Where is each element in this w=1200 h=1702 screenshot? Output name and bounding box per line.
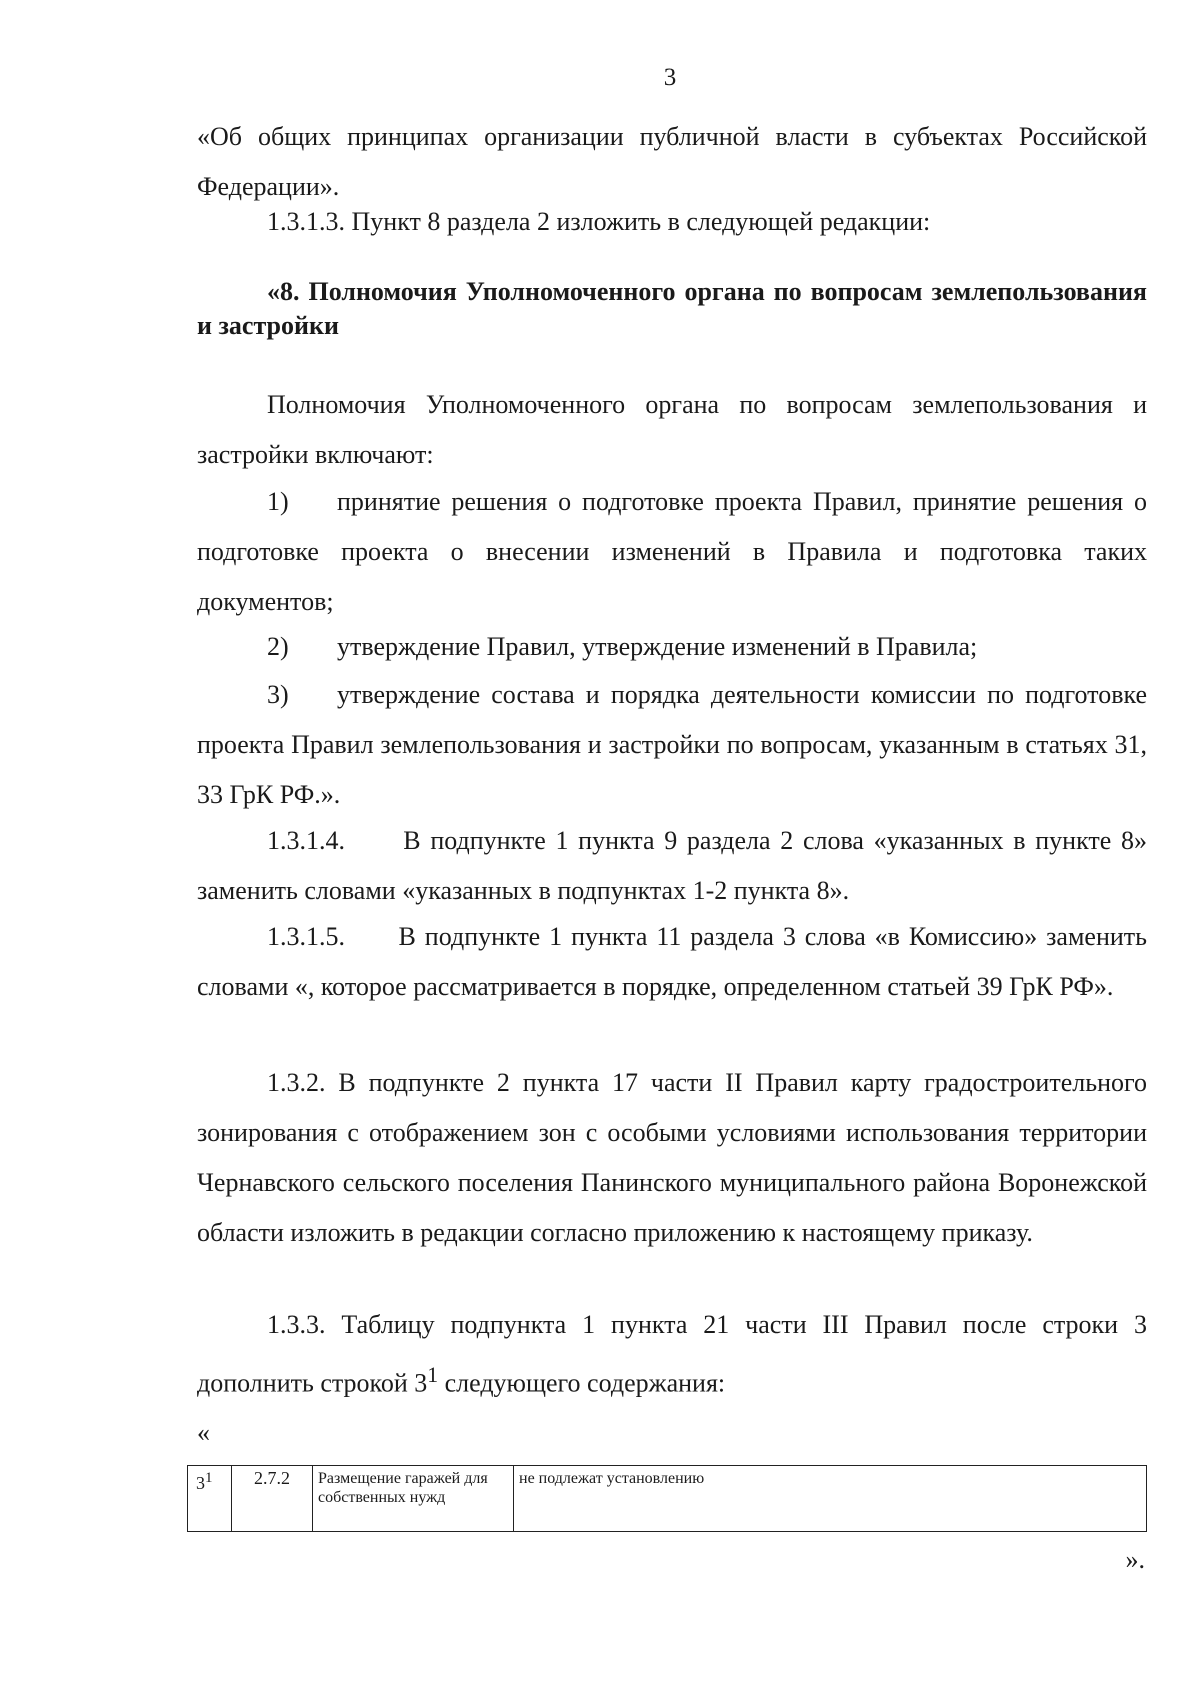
list-item-number: 2) [267, 632, 289, 661]
superscript: 1 [427, 1363, 439, 1387]
inserted-table [187, 1465, 1147, 1532]
table-cell-code: 2.7.2 [232, 1466, 313, 1532]
open-quote: « [197, 1418, 210, 1447]
list-item-text: утверждение состава и порядка деятельности комиссии по подготовке проекта Правил землепользования и застройки по вопросам, указанным в статьях 31, 33 ГрК РФ.». [197, 680, 1147, 809]
section-heading: «8. Полномочия Уполномоченного органа по вопросам землепользования и застройки [197, 277, 1147, 340]
table-cell-value: не подлежат установлению [514, 1466, 1147, 1532]
list-item-2 [197, 622, 1147, 672]
list-item-number: 3) [267, 680, 289, 709]
close-quote: ». [1125, 1545, 1145, 1574]
paragraph-powers-intro: Полномочия Уполномоченного органа по вопросам землепользования и застройки включают: [197, 390, 1147, 469]
page-number: 3 [663, 64, 677, 91]
paragraph-1-3-1-4: 1.3.1.4. В подпункте 1 пункта 9 раздела 2 слова «указанных в пункте 8» заменить словами «указанных в подпунктах 1-2 пункта 8». [197, 826, 1154, 905]
paragraph-federal-law: «Об общих принципах организации публичной власти в субъектах Российской Федерации». [197, 122, 1147, 201]
list-item-number: 1) [267, 487, 289, 516]
paragraph-1-3-3 [197, 1300, 1147, 1409]
table-cell-number: $3^1$ [188, 1466, 232, 1532]
list-item-3 [197, 670, 1147, 820]
list-item-text: принятие решения о подготовке проекта Правил, принятие решения о подготовке проекта о внесении изменений в Правила и подготовка таких документов; [197, 487, 1147, 616]
paragraph-text: следующего содержания: [438, 1368, 726, 1398]
paragraph-1-3-2: 1.3.2. В подпункте 2 пункта 17 части II Правил карту градостроительного зонирования с отображением зон с особыми условиями использования территории Чернавского сельского поселения Панинского муниципального района Воронежской области изложить в редакции согласно приложению к настоящему приказу. [197, 1068, 1147, 1247]
list-item-1 [197, 477, 1147, 627]
table-cell-name: Размещение гаражей для собственных нужд [313, 1466, 514, 1532]
paragraph-1-3-1-3: 1.3.1.3. Пункт 8 раздела 2 изложить в следующей редакции: [267, 207, 931, 236]
superscript: 1 [205, 1470, 213, 1486]
paragraph-1-3-1-5: 1.3.1.5. В подпункте 1 пункта 11 раздела 3 слова «в Комиссию» заменить словами «, которое рассматривается в порядке, определенном статьей 39 ГрК РФ». [197, 922, 1154, 1001]
table-row [188, 1466, 1147, 1532]
paragraph-text: 1.3.3. Таблицу подпункта 1 пункта 21 части III Правил после строки 3 дополнить строкой 3 [197, 1310, 1147, 1398]
list-item-text: утверждение Правил, утверждение изменений в Правила; [337, 632, 978, 661]
